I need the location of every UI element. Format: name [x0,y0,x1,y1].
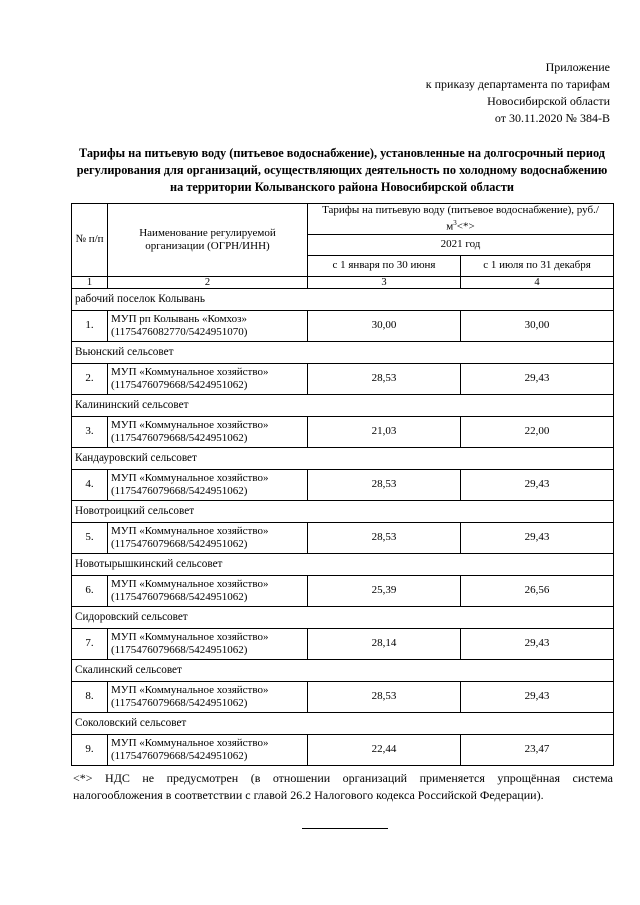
group-row [72,606,614,628]
column-number-4: 4 [461,276,614,288]
group-row [72,553,614,575]
row-organization [108,734,308,765]
tariff-period-2: 29,43 [461,469,614,500]
group-name: Новотроицкий сельсовет [72,500,614,522]
row-organization [108,416,308,447]
table-row [72,363,614,394]
group-name: Скалинский сельсовет [72,659,614,681]
group-name: Сидоровский сельсовет [72,606,614,628]
header-year: 2021 год [308,234,614,255]
row-organization [108,522,308,553]
organization-ids: (1175476079668/5424951062) [111,696,248,709]
organization-ids: (1175476079668/5424951062) [111,378,248,391]
column-number-2: 2 [108,276,308,288]
closing-rule [302,828,388,829]
group-name: Вьюнский сельсовет [72,341,614,363]
row-number: 8. [72,681,108,712]
appendix-line-2: к приказу департамента по тарифам [425,77,610,91]
row-organization [108,628,308,659]
header-period-1: с 1 января по 30 июня [308,255,461,276]
document-title: Тарифы на питьевую воду (питьевое водоснабжение), установленные на долгосрочный период регулирования для организаций, осуществляющих деятельность по холодному водоснабжению на территории Колыванского района Новосибирской области [76,146,608,194]
row-number: 6. [72,575,108,606]
tariff-period-2: 29,43 [461,363,614,394]
row-organization [108,363,308,394]
row-organization [108,681,308,712]
row-organization [108,310,308,341]
tariff-table [71,203,614,766]
group-row [72,500,614,522]
header-tariff-note: <*> [456,220,475,233]
organization-ids: (1175476079668/5424951062) [111,537,248,550]
tariff-period-2: 26,56 [461,575,614,606]
appendix-line-1: Приложение [545,60,610,74]
organization-ids: (1175476079668/5424951062) [111,431,248,444]
header-period-2: с 1 июля по 31 декабря [461,255,614,276]
row-number: 9. [72,734,108,765]
group-row [72,341,614,363]
group-name: Соколовский сельсовет [72,712,614,734]
group-row [72,288,614,310]
footnote: <*> НДС не предусмотрен (в отношении организаций применяется упрощённая система налогообложения в соответствии с главой 26.2 Налогового кодекса Российской Федерации). [73,771,613,802]
organization-ids: (1175476082770/5424951070) [111,325,248,338]
tariff-period-2: 22,00 [461,416,614,447]
header-tariff-sup: 3 [453,219,457,227]
tariff-period-1: 28,53 [308,363,461,394]
row-number: 1. [72,310,108,341]
group-name: Калининский сельсовет [72,394,614,416]
tariff-period-2: 29,43 [461,628,614,659]
tariff-period-1: 22,44 [308,734,461,765]
table-row [72,628,614,659]
organization-name: МУП «Коммунальное хозяйство» [111,525,269,538]
row-number: 7. [72,628,108,659]
row-number: 4. [72,469,108,500]
organization-name: МУП «Коммунальное хозяйство» [111,366,269,379]
organization-ids: (1175476079668/5424951062) [111,749,248,762]
organization-ids: (1175476079668/5424951062) [111,484,248,497]
group-name: Новотырышкинский сельсовет [72,553,614,575]
table-row [72,734,614,765]
header-org: Наименование регулируемой организации (ОГРН/ИНН) [108,204,308,277]
header-tariff-text: Тарифы на питьевую воду (питьевое водоснабжение), руб./м [322,204,599,233]
table-row [72,681,614,712]
group-name: Кандауровский сельсовет [72,447,614,469]
tariff-period-2: 23,47 [461,734,614,765]
organization-name: МУП «Коммунальное хозяйство» [111,684,269,697]
table-row [72,469,614,500]
organization-name: МУП «Коммунальное хозяйство» [111,631,269,644]
appendix-block [426,59,610,127]
table-row [72,522,614,553]
organization-ids: (1175476079668/5424951062) [111,643,248,656]
tariff-period-2: 29,43 [461,681,614,712]
organization-name: МУП «Коммунальное хозяйство» [111,578,269,591]
organization-name: МУП «Коммунальное хозяйство» [111,472,269,485]
row-number: 2. [72,363,108,394]
header-num: № п/п [72,204,108,277]
row-number: 5. [72,522,108,553]
group-row [72,447,614,469]
tariff-period-1: 21,03 [308,416,461,447]
tariff-period-1: 28,53 [308,681,461,712]
organization-ids: (1175476079668/5424951062) [111,590,248,603]
table-row [72,575,614,606]
table-row [72,416,614,447]
table-row [72,310,614,341]
organization-name: МУП «Коммунальное хозяйство» [111,419,269,432]
group-name: рабочий поселок Колывань [72,288,614,310]
tariff-period-2: 29,43 [461,522,614,553]
row-organization [108,575,308,606]
column-number-1: 1 [72,276,108,288]
organization-name: МУП рп Колывань «Комхоз» [111,313,247,326]
header-tariff [308,204,614,235]
group-row [72,712,614,734]
tariff-period-1: 28,14 [308,628,461,659]
tariff-period-1: 28,53 [308,469,461,500]
row-number: 3. [72,416,108,447]
row-organization [108,469,308,500]
tariff-period-2: 30,00 [461,310,614,341]
group-row [72,659,614,681]
appendix-line-4: от 30.11.2020 № 384-В [494,111,610,125]
appendix-line-3: Новосибирской области [487,94,610,108]
organization-name: МУП «Коммунальное хозяйство» [111,737,269,750]
tariff-period-1: 30,00 [308,310,461,341]
column-number-3: 3 [308,276,461,288]
tariff-period-1: 25,39 [308,575,461,606]
group-row [72,394,614,416]
tariff-period-1: 28,53 [308,522,461,553]
